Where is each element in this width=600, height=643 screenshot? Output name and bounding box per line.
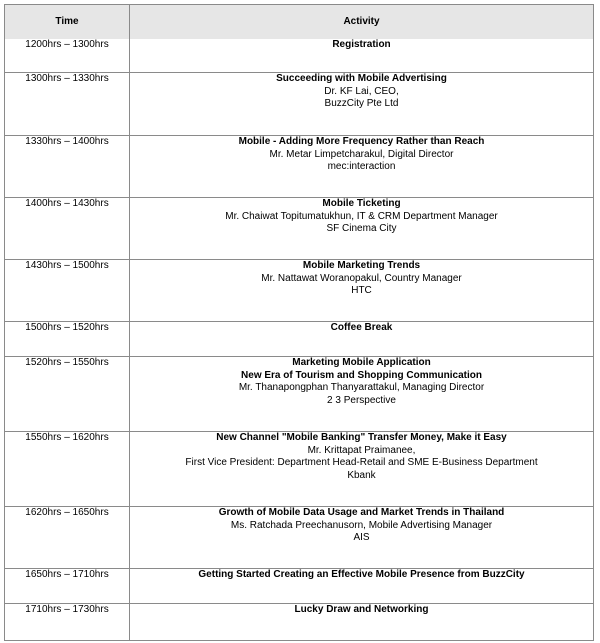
activity-cell: [130, 569, 593, 604]
activity-detail: Kbank: [347, 469, 376, 481]
schedule-body: [5, 39, 593, 640]
table-row: [5, 569, 593, 604]
time-cell: 1330hrs – 1400hrs: [5, 136, 130, 198]
activity-cell: [130, 357, 593, 432]
activity-cell: [130, 432, 593, 507]
activity-cell: [130, 73, 593, 136]
time-cell: 1650hrs – 1710hrs: [5, 569, 130, 604]
activity-detail: Mr. Thanapongphan Thanyarattakul, Managing Director: [238, 382, 485, 394]
activity-detail: First Vice President: Department Head-Retail and SME E-Business Department: [185, 457, 538, 469]
time-column-header: Time: [5, 5, 130, 39]
table-row: [5, 260, 593, 322]
table-row: [5, 322, 593, 357]
schedule-table: [4, 4, 594, 641]
activity-title: Mobile Marketing Trends: [302, 260, 421, 271]
activity-title: Succeeding with Mobile Advertising: [276, 73, 447, 84]
activity-title: Growth of Mobile Data Usage and Market Trends in Thailand: [218, 507, 505, 518]
activity-detail: Dr. KF Lai, CEO,: [324, 85, 399, 97]
activity-detail: mec:interaction: [327, 161, 396, 173]
activity-cell: [130, 322, 593, 357]
time-cell: 1710hrs – 1730hrs: [5, 604, 130, 640]
activity-detail: HTC: [351, 285, 372, 297]
table-row: [5, 198, 593, 260]
activity-title: Registration: [332, 39, 391, 50]
time-cell: 1400hrs – 1430hrs: [5, 198, 130, 260]
activity-title: New Channel "Mobile Banking" Transfer Money, Make it Easy: [216, 432, 507, 443]
activity-column-header: Activity: [130, 5, 593, 39]
time-cell: 1430hrs – 1500hrs: [5, 260, 130, 322]
table-row: [5, 39, 593, 73]
activity-title: Mobile - Adding More Frequency Rather than Reach: [238, 136, 485, 147]
activity-cell: [130, 604, 593, 640]
activity-title: Marketing Mobile Application: [292, 357, 431, 368]
activity-title: New Era of Tourism and Shopping Communication: [241, 369, 482, 381]
activity-detail: Mr. Krittapat Praimanee,: [307, 444, 416, 456]
table-row: [5, 507, 593, 569]
time-cell: 1550hrs – 1620hrs: [5, 432, 130, 507]
time-cell: 1500hrs – 1520hrs: [5, 322, 130, 357]
activity-title: Coffee Break: [330, 322, 393, 333]
table-row: [5, 604, 593, 640]
activity-title: Mobile Ticketing: [322, 198, 401, 209]
activity-detail: Mr. Nattawat Woranopakul, Country Manager: [261, 272, 462, 284]
activity-cell: [130, 136, 593, 198]
activity-cell: [130, 198, 593, 260]
activity-cell: [130, 507, 593, 569]
header-row: [5, 5, 593, 39]
table-row: [5, 357, 593, 432]
activity-title: Lucky Draw and Networking: [294, 604, 429, 615]
time-cell: 1520hrs – 1550hrs: [5, 357, 130, 432]
time-cell: 1620hrs – 1650hrs: [5, 507, 130, 569]
activity-detail: 2 3 Perspective: [327, 394, 396, 406]
time-cell: 1200hrs – 1300hrs: [5, 39, 130, 73]
activity-detail: SF Cinema City: [326, 223, 397, 235]
table-row: [5, 432, 593, 507]
activity-cell: [130, 260, 593, 322]
activity-detail: BuzzCity Pte Ltd: [324, 98, 399, 110]
activity-detail: Mr. Chaiwat Topitumatukhun, IT & CRM Department Manager: [225, 210, 498, 222]
table-row: [5, 73, 593, 136]
table-row: [5, 136, 593, 198]
activity-title: Getting Started Creating an Effective Mobile Presence from BuzzCity: [198, 569, 525, 580]
activity-detail: Ms. Ratchada Preechanusorn, Mobile Advertising Manager: [230, 519, 493, 531]
time-cell: 1300hrs – 1330hrs: [5, 73, 130, 136]
activity-detail: Mr. Metar Limpetcharakul, Digital Director: [269, 148, 454, 160]
activity-detail: AIS: [353, 532, 370, 544]
activity-cell: [130, 39, 593, 73]
